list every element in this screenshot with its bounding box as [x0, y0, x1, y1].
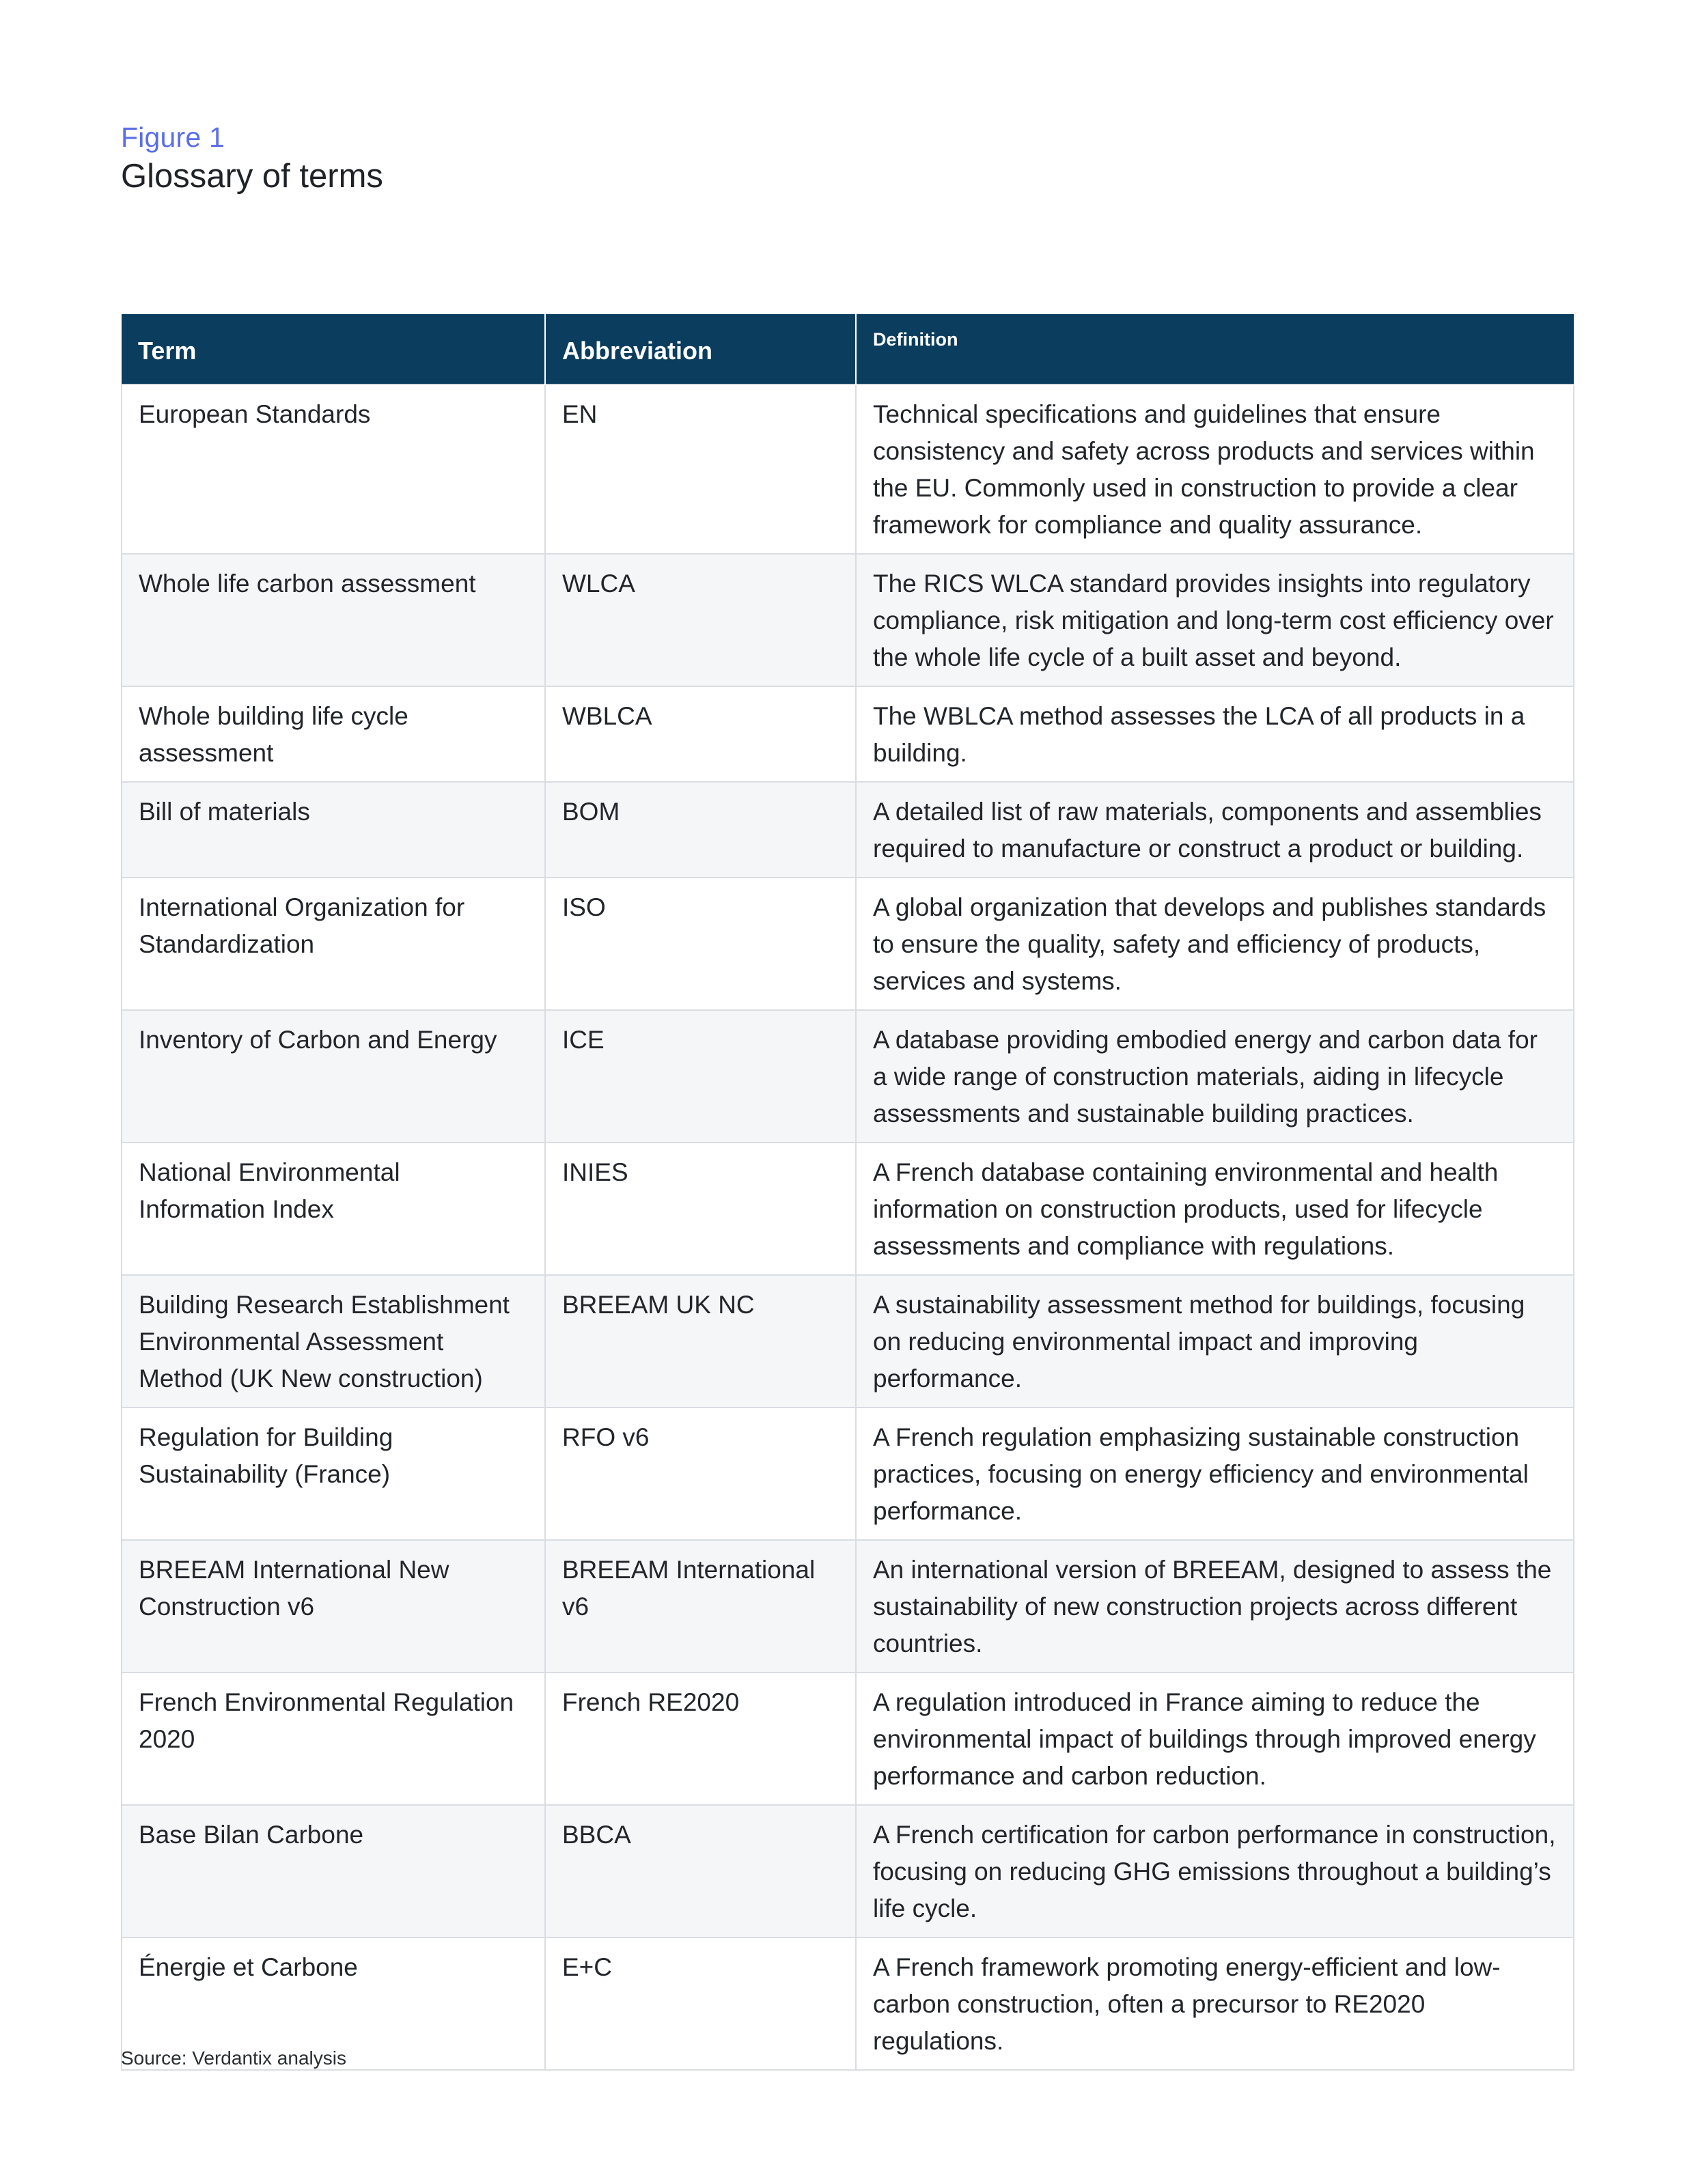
- column-header-term: Term: [122, 314, 545, 384]
- column-header-abbreviation: Abbreviation: [545, 314, 856, 384]
- figure-title: Glossary of terms: [121, 158, 383, 195]
- abbreviation-cell: French RE2020: [545, 1672, 856, 1805]
- table-row: [122, 1408, 1574, 1540]
- abbreviation-cell: BREEAM UK NC: [545, 1275, 856, 1408]
- abbreviation-cell: BBCA: [545, 1805, 856, 1937]
- table-row: [122, 554, 1574, 686]
- abbreviation-cell: BREEAM International v6: [545, 1540, 856, 1672]
- table-header: [122, 314, 1574, 384]
- figure-label: Figure 1: [121, 122, 225, 153]
- term-cell: Énergie et Carbone: [122, 1937, 545, 2070]
- table-row: [122, 878, 1574, 1010]
- definition-cell: The RICS WLCA standard provides insights into regulatory compliance, risk mitigation and long-term cost efficiency over the whole life cycle of a built asset and beyond.: [856, 554, 1574, 686]
- table-body: [122, 384, 1574, 2070]
- definition-cell: A global organization that develops and publishes standards to ensure the quality, safety and efficiency of products, services and systems.: [856, 878, 1574, 1010]
- table-row: [122, 1540, 1574, 1672]
- table-row: [122, 1672, 1574, 1805]
- definition-cell: A database providing embodied energy and carbon data for a wide range of construction materials, aiding in lifecycle assessments and sustainable building practices.: [856, 1010, 1574, 1143]
- table-row: [122, 782, 1574, 878]
- definition-cell: A French certification for carbon performance in construction, focusing on reducing GHG emissions throughout a building’s life cycle.: [856, 1805, 1574, 1937]
- table-row: [122, 384, 1574, 554]
- term-cell: Inventory of Carbon and Energy: [122, 1010, 545, 1143]
- definition-cell: A sustainability assessment method for buildings, focusing on reducing environmental impact and improving performance.: [856, 1275, 1574, 1408]
- definition-cell: A French framework promoting energy-efficient and low-carbon construction, often a precursor to RE2020 regulations.: [856, 1937, 1574, 2070]
- abbreviation-cell: ICE: [545, 1010, 856, 1143]
- definition-cell: A French regulation emphasizing sustainable construction practices, focusing on energy efficiency and environmental performance.: [856, 1408, 1574, 1540]
- source-note: Source: Verdantix analysis: [121, 2047, 346, 2069]
- abbreviation-cell: ISO: [545, 878, 856, 1010]
- glossary-table-container: [121, 314, 1573, 2071]
- abbreviation-cell: E+C: [545, 1937, 856, 2070]
- table-header-row: [122, 314, 1574, 384]
- term-cell: French Environmental Regulation 2020: [122, 1672, 545, 1805]
- term-cell: Building Research Establishment Environmental Assessment Method (UK New construction): [122, 1275, 545, 1408]
- glossary-table: [121, 314, 1574, 2071]
- definition-cell: An international version of BREEAM, designed to assess the sustainability of new construction projects across different countries.: [856, 1540, 1574, 1672]
- definition-cell: Technical specifications and guidelines that ensure consistency and safety across products and services within the EU. Commonly used in construction to provide a clear framework for compliance and quality assurance.: [856, 384, 1574, 554]
- abbreviation-cell: BOM: [545, 782, 856, 878]
- column-header-definition: Definition: [856, 314, 1574, 384]
- table-row: [122, 1143, 1574, 1275]
- abbreviation-cell: WBLCA: [545, 686, 856, 782]
- term-cell: National Environmental Information Index: [122, 1143, 545, 1275]
- table-row: [122, 1805, 1574, 1937]
- term-cell: European Standards: [122, 384, 545, 554]
- term-cell: Bill of materials: [122, 782, 545, 878]
- term-cell: Whole building life cycle assessment: [122, 686, 545, 782]
- definition-cell: The WBLCA method assesses the LCA of all products in a building.: [856, 686, 1574, 782]
- table-row: [122, 686, 1574, 782]
- abbreviation-cell: RFO v6: [545, 1408, 856, 1540]
- table-row: [122, 1275, 1574, 1408]
- term-cell: Whole life carbon assessment: [122, 554, 545, 686]
- term-cell: BREEAM International New Construction v6: [122, 1540, 545, 1672]
- definition-cell: A regulation introduced in France aiming to reduce the environmental impact of buildings through improved energy performance and carbon reduction.: [856, 1672, 1574, 1805]
- term-cell: Regulation for Building Sustainability (France): [122, 1408, 545, 1540]
- abbreviation-cell: INIES: [545, 1143, 856, 1275]
- abbreviation-cell: WLCA: [545, 554, 856, 686]
- table-row: [122, 1010, 1574, 1143]
- abbreviation-cell: EN: [545, 384, 856, 554]
- term-cell: International Organization for Standardization: [122, 878, 545, 1010]
- definition-cell: A French database containing environmental and health information on construction products, used for lifecycle assessments and compliance with regulations.: [856, 1143, 1574, 1275]
- definition-cell: A detailed list of raw materials, components and assemblies required to manufacture or construct a product or building.: [856, 782, 1574, 878]
- term-cell: Base Bilan Carbone: [122, 1805, 545, 1937]
